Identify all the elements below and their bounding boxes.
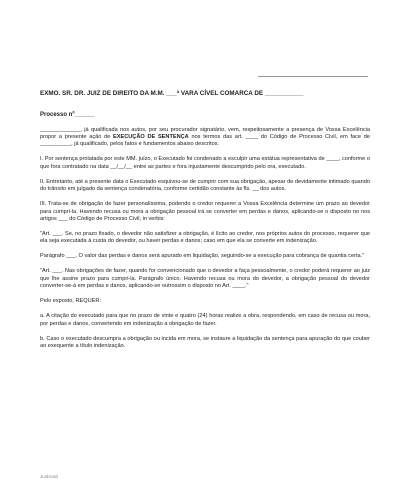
paragraph-iii: III. Trata-se de obrigação de fazer personalíssima, podendo o credor requerer a Vossa Excelência determine um prazo ao devedor para cumpri-la. Havendo recusa ou mora a obrigação pessoal irá se converter em perdas e danos, aplicando-se o disposto no nos artigos ___ do Código de Processo Civil, in verbis: (40, 201, 370, 223)
request-heading: Pelo exposto, REQUER: (40, 298, 101, 305)
intro-paragraph (40, 127, 370, 149)
legal-quote-3: "Art. ___. Nas obrigações de fazer, quando for convencionado que o devedor a faça pessoalmente, o credor poderá requerer ao juiz que lhe assine prazo para cumpri-la. Parágrafo único. Havendo recusa ou mora do devedor, a obrigação pessoal do devedor converter-se-á em perdas e danos, aplicando-se outrossim o disposto no Art. ____." (40, 268, 370, 290)
request-a: a. A citação do executado para que no prazo de vinte e quatro (24) horas realize a obra, respondendo, em caso de recusa ou mora, por perdas e danos, convertendo em indenização a obrigação de fazer. (40, 313, 370, 327)
intro-text-end: nos termos das art. ____ do Código de Processo Civil, em face de __________, já qualificado, pelos fatos e fundamentos abaixo descritos. (40, 134, 370, 148)
request-b: b. Caso o executado descumpra a obrigação ou incida em mora, se instaure a liquidação da sentença para apuração do que couber ao exequente a título indenização. (40, 335, 370, 350)
top-rule (258, 76, 368, 77)
paragraph-ii: II. Entretanto, até a presente data o Executado esquivou-se de cumprir com sua obrigação, apesar de devidamente intimado quando do trânsito em julgado da sentença condenatória, conforme certidão constante às fls. __ dos autos. (40, 178, 370, 193)
legal-quote-2: Parágrafo ___. O valor das perdas e danos será apurado em liquidação, seguindo-se a execução para cobrança de quantia certa." (40, 253, 365, 260)
process-number: Processo nº______ (40, 112, 95, 119)
action-title: EXECUÇÃO DE SENTENÇA (113, 134, 189, 141)
petition-document (40, 90, 370, 358)
court-heading: EXMO. SR. DR. JUIZ DE DIREITO DA M.M. ___ª VARA CÍVEL COMARCA DE ___________ (40, 90, 304, 97)
intro-text-start: _____________, já qualificada nos autos, por seu procurador signatário, vem, respeitosamente a presença de Vossa Excelência propor a presente ação de (40, 126, 370, 141)
legal-quote-1: "Art. ___. Se, no prazo fixado, o devedor não satisfizer a obrigação, é lícito ao credor, nos próprios autos do processo, requerer que ela seja executada à custa do devedor, ou haver perdas e danos; caso em que ela se converte em indenização. (40, 231, 370, 245)
footer-brand: Jusbrasil (40, 474, 59, 479)
paragraph-i: I. Por sentença prolatada por este MM. juízo, o Executado foi condenado a esculpir uma estátua representativa de ____, conforme o que fora contratado na data __/__/__ entre as partes e fora injustamente descumprido pelo ora, executado. (40, 156, 370, 170)
